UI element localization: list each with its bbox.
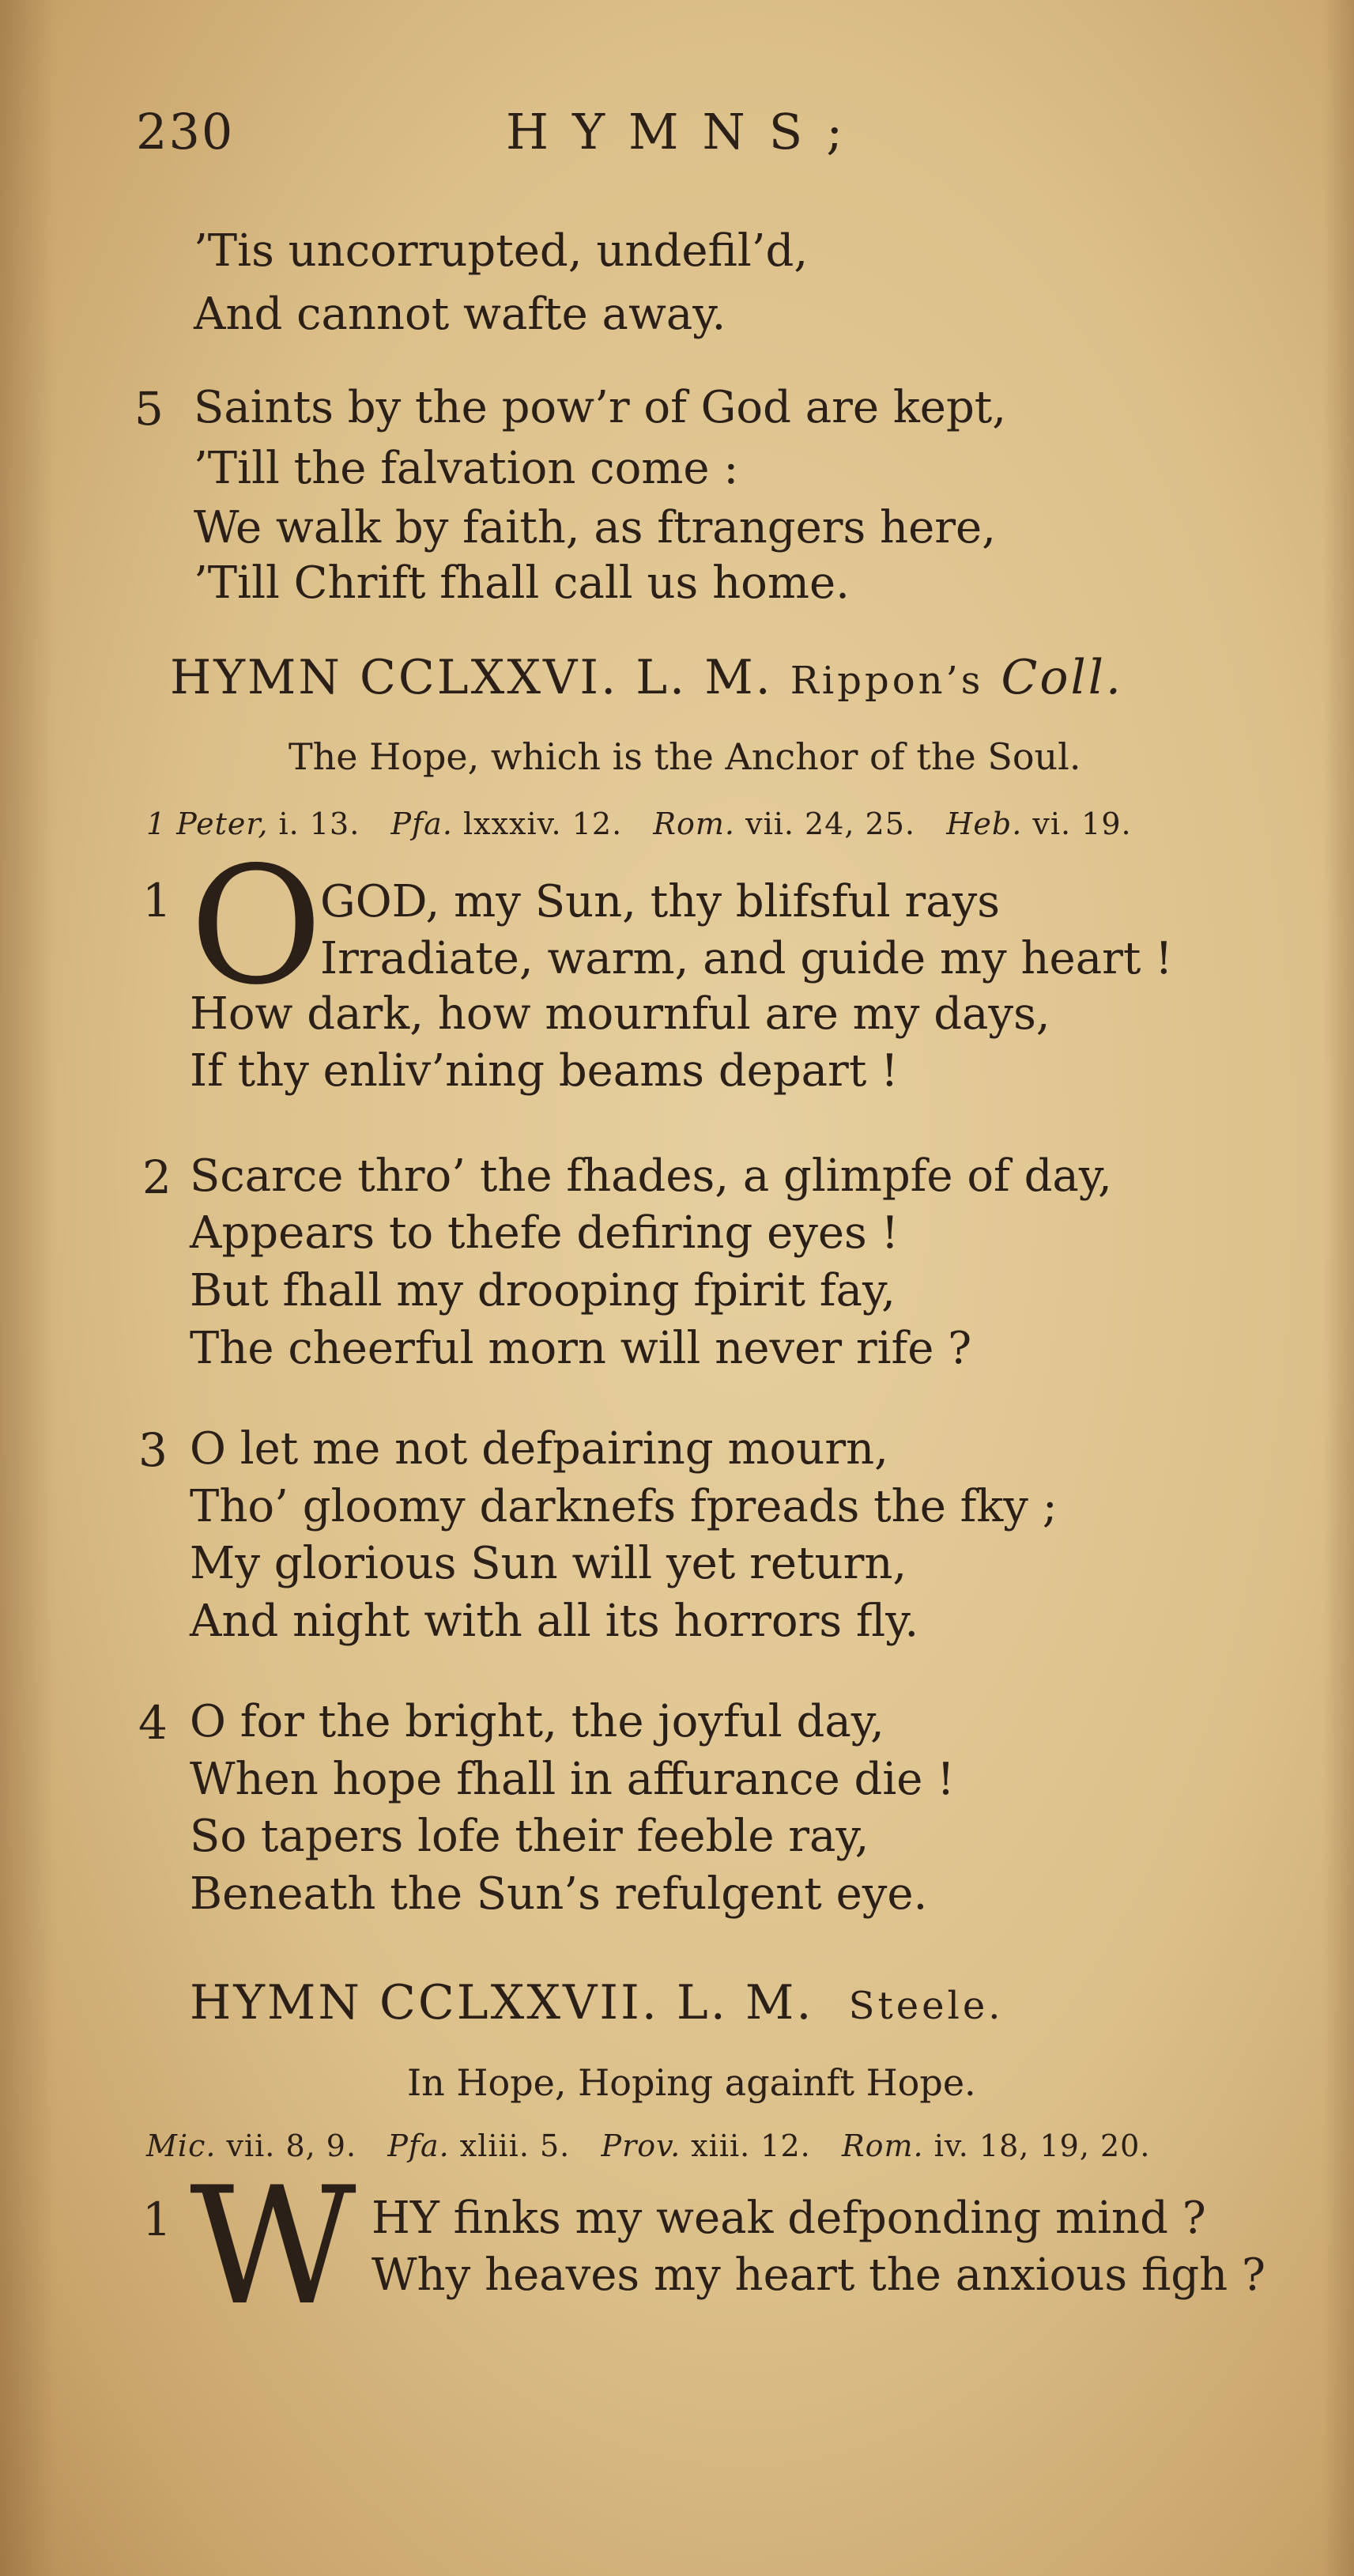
ref-book: Pfa.: [387, 2128, 450, 2163]
hymn-number: HYMN CCLXXVI. L. M.: [170, 650, 773, 705]
page-edge-shadow-left: [0, 0, 55, 2576]
ref-book: Heb.: [946, 806, 1023, 841]
stanza-number: 1: [142, 874, 172, 927]
ref-citation: vi. 19.: [1032, 806, 1132, 841]
running-head: [126, 103, 1233, 174]
verse-line: GOD, my Sun, thy blifsful rays: [320, 876, 1000, 927]
stanza-number: 2: [142, 1150, 172, 1204]
hymn-author: Steele.: [848, 1984, 1004, 2028]
stanza-number: 4: [138, 1696, 168, 1750]
verse-line: ’Tis uncorrupted, undefil’d,: [194, 225, 809, 277]
verse-line: So tapers lofe their feeble ray,: [190, 1811, 869, 1862]
verse-line: ’Till Chrift fhall call us home.: [194, 557, 850, 609]
verse-line: My glorious Sun will yet return,: [190, 1538, 907, 1589]
ref-citation: vii. 24, 25.: [745, 806, 915, 841]
hymn-subtitle: In Hope, Hoping againft Hope.: [407, 2061, 976, 2104]
page-number: 230: [136, 103, 235, 161]
hymn-heading: [190, 1975, 1004, 2030]
ref-book: Rom.: [653, 806, 736, 841]
verse-line: HY finks my weak defponding mind ?: [372, 2193, 1206, 2244]
verse-line: Scarce thro’ the fhades, a glimpfe of day,: [190, 1150, 1112, 1202]
verse-line: How dark, how mournful are my days,: [190, 988, 1050, 1040]
verse-line: We walk by faith, as ftrangers here,: [194, 502, 996, 553]
stanza-number: 1: [142, 2193, 172, 2246]
verse-line: O for the bright, the joyful day,: [190, 1696, 884, 1747]
ref-book: Prov.: [601, 2128, 681, 2163]
verse-line: If thy enliv’ning beams depart !: [190, 1045, 899, 1097]
hymn-heading: [170, 650, 1123, 705]
verse-line: The cheerful morn will never rife ?: [190, 1323, 972, 1374]
ref-book: Pfa.: [390, 806, 453, 841]
verse-line: But fhall my drooping fpirit fay,: [190, 1265, 896, 1316]
verse-line: Appears to thefe defiring eyes !: [190, 1207, 900, 1259]
ref-citation: iv. 18, 19, 20.: [933, 2128, 1151, 2163]
stanza-number: 5: [134, 382, 164, 436]
verse-line: Why heaves my heart the anxious figh ?: [372, 2249, 1266, 2301]
ref-citation: xliii. 5.: [459, 2128, 571, 2163]
ref-citation: vii. 8, 9.: [226, 2128, 357, 2163]
verse-line: Saints by the pow’r of God are kept,: [194, 382, 1007, 433]
ref-citation: xiii. 12.: [691, 2128, 811, 2163]
verse-line: And cannot wafte away.: [194, 289, 726, 340]
verse-line: And night with all its horrors fly.: [190, 1596, 919, 1647]
hymn-subtitle: The Hope, which is the Anchor of the Soul.: [289, 735, 1081, 778]
page-edge-shadow-right: [1322, 0, 1354, 2576]
verse-line: ’Till the falvation come :: [194, 443, 739, 494]
drop-cap-initial: W: [190, 2153, 356, 2341]
stanza-number: 3: [138, 1423, 168, 1477]
running-title: HYMNS;: [506, 103, 867, 161]
hymn-number: HYMN CCLXXVII. L. M.: [190, 1975, 814, 2030]
verse-line: When hope fhall in affurance die !: [190, 1754, 955, 1805]
hymn-collection: Coll.: [1001, 650, 1123, 705]
ref-book: Mic.: [146, 2128, 217, 2163]
verse-line: Beneath the Sun’s refulgent eye.: [190, 1868, 928, 1920]
ref-book: 1 Peter,: [146, 806, 269, 841]
hymn-author: Rippon’s: [790, 659, 984, 703]
verse-line: Tho’ gloomy darknefs fpreads the fky ;: [190, 1481, 1058, 1532]
ref-citation: lxxxiv. 12.: [463, 806, 623, 841]
ref-citation: i. 13.: [278, 806, 360, 841]
verse-line: Irradiate, warm, and guide my heart !: [320, 933, 1173, 984]
ref-book: Rom.: [841, 2128, 924, 2163]
drop-cap-initial: O: [190, 833, 323, 1021]
verse-line: O let me not defpairing mourn,: [190, 1423, 888, 1475]
